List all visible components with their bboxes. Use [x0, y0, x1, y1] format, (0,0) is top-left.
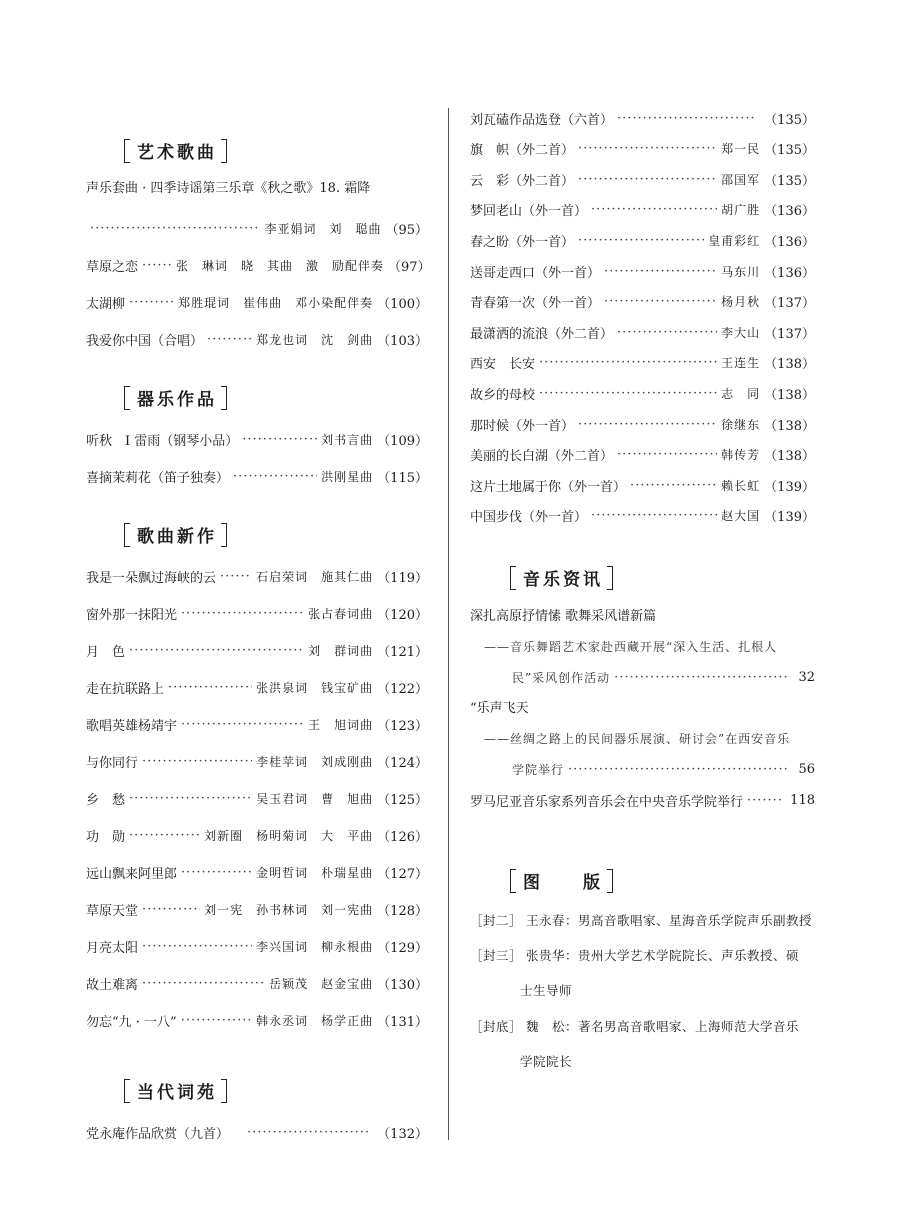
toc-entry-page: （137）	[764, 326, 815, 342]
toc-entry-title: 走在抗联路上	[86, 681, 165, 697]
toc-entry-authors: 张占春词曲	[308, 606, 374, 621]
toc-entry[interactable]	[86, 465, 428, 487]
leader-dots	[617, 325, 717, 340]
toc-entry-page: （136）	[764, 204, 815, 220]
toc-entry-page: （121）	[377, 644, 428, 660]
toc-entry-title: 远山飘来阿里郎	[86, 866, 178, 882]
toc-entry-title: 梦回老山（外一首）	[470, 204, 588, 220]
toc-entry-page: （135）	[764, 112, 815, 128]
toc-entry-page: （138）	[764, 387, 815, 403]
toc-entry-authors: 李兴国词 柳永根曲	[256, 939, 374, 954]
toc-entry-title: 党永庵作品欣赏（九首）	[86, 1126, 230, 1142]
toc-entry-page: （137）	[764, 296, 815, 312]
leader-dots	[747, 793, 782, 808]
toc-entry-title: 送哥走西口（外一首）	[470, 265, 601, 281]
leader-dots	[142, 939, 252, 954]
toc-entry-title: 月 色	[86, 644, 126, 660]
toc-entry-title: 西安 长安	[470, 357, 536, 373]
toc-entry[interactable]	[86, 750, 428, 772]
toc-entry-title: 故土难离	[86, 977, 139, 993]
toc-entry-page: （131）	[377, 1014, 428, 1030]
toc-entry-title: 刘瓦磕作品选登（六首）	[470, 112, 614, 128]
leader-dots	[142, 754, 252, 769]
toc-entry-page: （135）	[764, 173, 815, 189]
toc-entry-title: 春之盼（外一首）	[470, 234, 575, 250]
toc-entry-authors: 赖长虹	[721, 478, 761, 493]
bracket-left-icon	[124, 139, 130, 163]
leader-dots	[242, 432, 317, 447]
toc-entry-title: 青春第一次（外一首）	[470, 296, 601, 312]
leader-dots	[539, 355, 717, 370]
toc-entry[interactable]	[512, 666, 815, 688]
toc-entry-authors: 杨月秋	[721, 295, 761, 310]
leader-dots	[181, 865, 252, 880]
toc-entry-page: （138）	[764, 418, 815, 434]
toc-entry-page: （127）	[377, 866, 428, 882]
toc-entry[interactable]	[470, 107, 815, 129]
toc-entry-title: 中国步伐（外一首）	[470, 510, 588, 526]
toc-entry-title: 太湖柳	[86, 296, 126, 312]
toc-entry-page: （136）	[764, 265, 815, 281]
toc-entry[interactable]	[470, 413, 815, 435]
toc-entry-page: （115）	[377, 470, 428, 486]
leader-dots	[614, 670, 790, 685]
toc-entry[interactable]	[470, 291, 815, 313]
toc-entry-title: 故乡的母校	[470, 387, 536, 403]
toc-entry-title: 旗 帜（外二首）	[470, 143, 575, 159]
plate-text: 魏 松：著名男高音歌唱家、上海师范大学音乐	[526, 1019, 800, 1034]
toc-entry-title: 喜摘茉莉花（笛子独奏）	[86, 470, 230, 486]
toc-entry-authors: 张洪泉词 钱宝矿曲	[256, 680, 374, 695]
toc-entry-page: （139）	[764, 479, 815, 495]
news-subtitle: 学院举行	[512, 762, 565, 777]
toc-entry-title: 窗外那一抹阳光	[86, 607, 178, 623]
toc-entry[interactable]	[470, 382, 815, 404]
toc-entry-authors: 张 琳词 晓 其曲 激 励配伴奏	[176, 258, 385, 273]
leader-dots	[142, 258, 172, 273]
toc-entry-authors: 马东川	[721, 264, 761, 279]
toc-entry-authors: 李桂苹词 刘成刚曲	[256, 754, 374, 769]
news-title[interactable]: 深扎高原抒情愫 歌舞采风谱新篇	[470, 609, 657, 624]
toc-entry-authors: 徐继东	[721, 417, 761, 432]
column-divider	[448, 108, 449, 1140]
leader-dots	[568, 762, 790, 777]
plate-entry[interactable]	[470, 910, 815, 932]
toc-entry-authors: 刘一宪 孙书林词 刘一宪曲	[204, 902, 374, 917]
leader-dots	[220, 569, 252, 584]
leader-dots	[181, 1013, 252, 1028]
toc-entry-page: （128）	[377, 903, 428, 919]
toc-entry-authors: 洪刚星曲	[321, 469, 374, 484]
toc-entry-authors: 郑胜琨词 崔伟曲 邓小染配伴奏	[178, 295, 374, 310]
plate-text: 张贵华：贵州大学艺术学院院长、声乐教授、硕	[526, 948, 800, 963]
toc-entry[interactable]	[86, 254, 431, 276]
toc-entry-title: 罗马尼亚音乐家系列音乐会在中央音乐学院举行	[470, 794, 744, 810]
toc-entry-title: 功 勋	[86, 829, 126, 845]
toc-entry-page: （103）	[377, 333, 428, 349]
toc-entry[interactable]	[470, 321, 815, 343]
toc-entry[interactable]	[470, 474, 815, 496]
bracket-right-icon	[221, 386, 227, 410]
toc-entry-title: 这片土地属于你（外一首）	[470, 479, 627, 495]
toc-entry-page: （129）	[377, 940, 428, 956]
bracket-right-icon	[221, 1079, 227, 1103]
section-title-new-songs: 歌曲新作	[124, 522, 227, 547]
leader-dots	[181, 717, 304, 732]
toc-entry-title: 月亮太阳	[86, 940, 139, 956]
bracket-left-icon	[124, 386, 130, 410]
news-title[interactable]: “乐声飞天	[470, 701, 529, 716]
news-subtitle: ——音乐舞蹈艺术家赴西藏开展“深入生活、扎根人	[484, 640, 778, 654]
toc-entry-page: （126）	[377, 829, 428, 845]
toc-entry-authors: 韩传芳	[721, 448, 761, 463]
toc-entry-title: 那时候（外一首）	[470, 418, 575, 434]
toc-entry-title: 草原之恋	[86, 259, 139, 275]
toc-entry-title: 最潇洒的流浪（外二首）	[470, 326, 614, 342]
toc-entry-page: 56	[798, 761, 815, 777]
leader-dots	[578, 141, 717, 156]
bracket-left-icon	[124, 523, 130, 547]
leader-dots	[142, 976, 265, 991]
leader-dots	[591, 508, 717, 523]
toc-entry-page: （135）	[764, 143, 815, 159]
leader-dots	[168, 680, 252, 695]
leader-dots	[617, 447, 717, 462]
leader-dots	[578, 233, 704, 248]
leader-dots	[129, 791, 252, 806]
toc-entry-title: 我是一朵飘过海峡的云	[86, 570, 217, 586]
toc-entry[interactable]	[470, 229, 815, 251]
toc-entry[interactable]	[470, 168, 815, 190]
toc-entry[interactable]	[86, 935, 428, 957]
toc-entry[interactable]	[512, 758, 815, 780]
leader-dots	[578, 417, 717, 432]
toc-entry-authors: 皇甫彩红	[708, 233, 761, 248]
leader-dots	[604, 294, 717, 309]
plate-tag: ［封三］	[470, 948, 523, 963]
toc-entry-page: （124）	[377, 755, 428, 771]
toc-entry-page: （122）	[377, 681, 428, 697]
section-title-instrumental: 器乐作品	[124, 385, 227, 410]
leader-dots	[604, 264, 717, 279]
toc-entry-authors: 王连生	[721, 356, 761, 371]
toc-entry-page: （125）	[377, 792, 428, 808]
toc-entry[interactable]	[86, 787, 428, 809]
toc-entry-authors: 赵大国	[721, 509, 761, 524]
leader-dots	[129, 643, 304, 658]
leader-dots	[129, 828, 200, 843]
bracket-left-icon	[510, 869, 516, 893]
toc-entry-page: 32	[798, 669, 815, 685]
plate-tag: ［封二］	[470, 913, 523, 928]
toc-entry-authors: 韩永丞词 杨学正曲	[256, 1013, 374, 1028]
toc-entry[interactable]	[86, 291, 428, 313]
toc-entry-page: （130）	[377, 977, 428, 993]
bracket-right-icon	[607, 869, 613, 893]
toc-entry-page: （120）	[377, 607, 428, 623]
toc-entry[interactable]	[86, 428, 428, 450]
toc-entry-authors: 吴玉君词 曹 旭曲	[256, 791, 374, 806]
toc-entry[interactable]	[86, 713, 428, 735]
leader-dots	[142, 902, 200, 917]
toc-entry[interactable]	[86, 898, 428, 920]
toc-entry-title: 草原天堂	[86, 903, 139, 919]
toc-entry-page: （139）	[764, 510, 815, 526]
toc-entry-page: （136）	[764, 234, 815, 250]
toc-entry[interactable]	[470, 138, 815, 160]
toc-entry-authors: 刘新圈 杨明菊词 大 平曲	[204, 828, 374, 843]
toc-entry-page: （100）	[377, 296, 428, 312]
news-subtitle: ——丝绸之路上的民间器乐展演、研讨会”在西安音乐	[484, 732, 791, 746]
toc-entry-authors: 郑龙也词 沈 剑曲	[256, 332, 374, 347]
toc-entry[interactable]	[470, 352, 815, 374]
toc-entry-authors: 刘 群词曲	[308, 643, 374, 658]
toc-entry-authors: 金明哲词 朴瑞星曲	[256, 865, 374, 880]
toc-entry-title: 乡 愁	[86, 792, 126, 808]
bracket-right-icon	[221, 523, 227, 547]
toc-entry[interactable]	[86, 676, 428, 698]
leader-dots	[617, 111, 756, 126]
toc-entry-page: （138）	[764, 449, 815, 465]
leader-dots	[129, 295, 174, 310]
toc-entry[interactable]	[86, 639, 428, 661]
plate-text: 王永春：男高音歌唱家、星海音乐学院声乐副教授	[526, 913, 813, 928]
toc-entry-page: （138）	[764, 357, 815, 373]
toc-entry-authors: 岳颖茂 赵金宝曲	[269, 976, 374, 991]
section-title-plates: 图 版	[510, 868, 613, 893]
toc-entry[interactable]	[86, 602, 428, 624]
leader-dots	[630, 478, 717, 493]
plate-entry[interactable]	[470, 1016, 815, 1038]
toc-entry[interactable]	[470, 260, 815, 282]
toc-entry-page: （97）	[388, 259, 431, 275]
toc-entry-title: 云 彩（外二首）	[470, 173, 575, 189]
plate-entry[interactable]	[470, 945, 815, 967]
toc-entry-title: 歌唱英雄杨靖宇	[86, 718, 178, 734]
leader-dots	[578, 172, 717, 187]
section-title-art-songs: 艺术歌曲	[124, 138, 227, 163]
toc-entry-authors: 邵国军	[721, 172, 761, 187]
toc-entry-title: 与你同行	[86, 755, 139, 771]
toc-entry-authors: 王 旭词曲	[308, 717, 374, 732]
toc-entry[interactable]	[470, 789, 815, 811]
toc-entry-page: （132）	[377, 1126, 428, 1142]
toc-entry-authors: 李大山	[721, 325, 761, 340]
toc-entry[interactable]	[86, 1121, 428, 1143]
toc-entry-authors: 李亚娟词 刘 聪曲	[264, 221, 382, 236]
toc-entry-page: （119）	[377, 570, 428, 586]
leader-dots	[591, 202, 717, 217]
leader-dots	[181, 606, 304, 621]
toc-entry-page: 118	[790, 792, 815, 808]
leader-dots	[247, 1125, 369, 1140]
leader-dots	[233, 469, 317, 484]
toc-entry-authors: 石启荣词 施其仁曲	[256, 569, 374, 584]
section-title-lyrics: 当代词苑	[124, 1078, 227, 1103]
toc-entry-title: 声乐套曲 · 四季诗谣第三乐章《秋之歌》18. 霜降	[86, 181, 371, 196]
leader-dots	[539, 386, 717, 401]
toc-entry-authors: 郑一民	[721, 142, 761, 157]
toc-entry[interactable]	[86, 565, 428, 587]
section-title-news: 音乐资讯	[510, 565, 613, 590]
toc-entry-title: 听秋 I 雷雨（钢琴小品）	[86, 433, 239, 449]
leader-dots	[207, 332, 252, 347]
bracket-left-icon	[124, 1079, 130, 1103]
toc-entry-page: （109）	[377, 433, 428, 449]
toc-entry-title: 勿忘“九 · 一八”	[86, 1014, 177, 1030]
toc-entry[interactable]	[86, 972, 428, 994]
bracket-left-icon	[510, 566, 516, 590]
toc-entry[interactable]	[470, 505, 815, 527]
toc-entry[interactable]	[470, 199, 815, 221]
plate-text: 学院院长	[520, 1054, 573, 1069]
plate-text: 士生导师	[520, 983, 573, 998]
toc-entry[interactable]	[86, 1009, 428, 1031]
toc-entry-page: （95）	[385, 222, 428, 238]
news-subtitle: 民”采风创作活动	[512, 670, 611, 685]
toc-entry[interactable]	[86, 217, 428, 239]
toc-entry-page: （123）	[377, 718, 428, 734]
bracket-right-icon	[221, 139, 227, 163]
toc-entry-title: 美丽的长白湖（外二首）	[470, 449, 614, 465]
bracket-right-icon	[607, 566, 613, 590]
plate-tag: ［封底］	[470, 1019, 523, 1034]
toc-entry-authors: 刘书言曲	[321, 432, 374, 447]
toc-entry[interactable]	[86, 861, 428, 883]
toc-entry-authors: 志 同	[721, 386, 761, 401]
leader-dots	[90, 221, 260, 236]
toc-entry[interactable]	[86, 328, 428, 350]
toc-entry-title: 我爱你中国（合唱）	[86, 333, 204, 349]
toc-entry[interactable]	[470, 444, 815, 466]
toc-entry[interactable]	[86, 824, 428, 846]
toc-entry-authors: 胡广胜	[721, 203, 761, 218]
